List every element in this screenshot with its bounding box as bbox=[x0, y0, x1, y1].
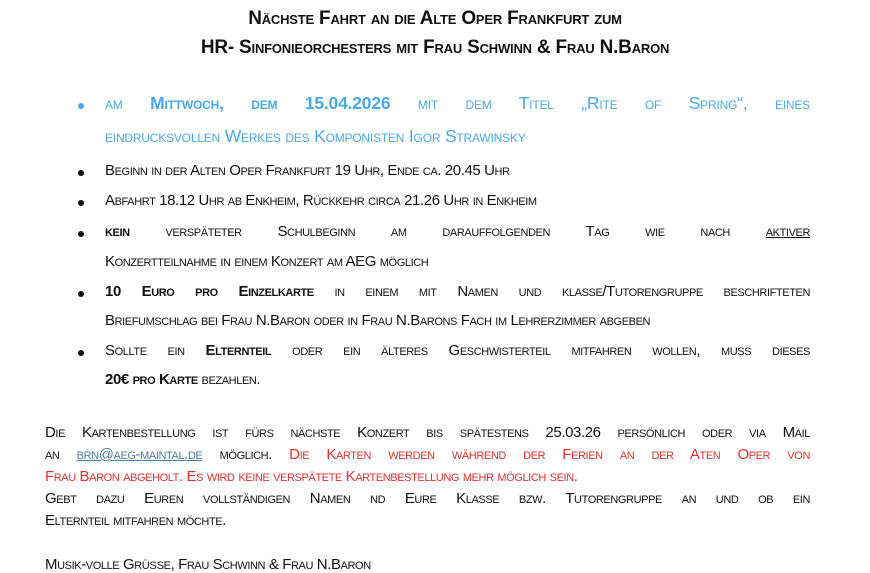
text-segment: möglich. bbox=[202, 446, 290, 463]
warning-text: Die Karten werden während der Ferien an der Aten Oper von bbox=[289, 446, 811, 463]
text-segment: Beginn in der Alten Oper Frankfurt 19 Uhr, Ende ca. 20.45 Uhr bbox=[105, 162, 510, 179]
text-segment: Gebt dazu Euren vollständigen Namen nd Eure Klasse bzw. Tutorengruppe an und ob ein bbox=[45, 490, 810, 507]
text-segment: 20€ pro Karte bbox=[105, 371, 198, 388]
bullet-4-line bbox=[105, 223, 810, 240]
text-segment: am bbox=[105, 93, 151, 113]
text-segment: Elternteil mitfahren möchte. bbox=[45, 512, 227, 529]
text-segment: Konzertteilnahme in einem Konzert am AEG möglich bbox=[105, 253, 429, 270]
text-segment: mit dem Titel „Rite of Spring“, eines bbox=[390, 93, 810, 113]
bullet-3-line bbox=[105, 192, 537, 209]
text-segment: 10 Euro pro Einzelkarte bbox=[105, 283, 314, 300]
bullet-icon bbox=[78, 350, 84, 356]
text-segment: an bbox=[45, 446, 77, 463]
bullet-1-line bbox=[105, 93, 810, 114]
text-segment: Mittwoch, dem 15.04.2026 bbox=[150, 93, 391, 113]
email-link[interactable]: brn@aeg-maintal.de bbox=[76, 446, 203, 463]
bullet-icon bbox=[78, 170, 84, 176]
document-title-line-1: Nächste Fahrt an die Alte Oper Frankfurt zum bbox=[248, 8, 622, 29]
bullet-2-line bbox=[105, 162, 510, 179]
text-segment: eindrucksvollen Werkes des Komponisten Igor Strawinsky bbox=[105, 126, 526, 146]
text-segment: Briefumschlag bei Frau N.Baron oder in Frau N.Barons Fach im Lehrerzimmer abgeben bbox=[105, 312, 651, 329]
text-segment: verspäteter Schulbeginn am darauffolgenden Tag wie nach bbox=[129, 223, 766, 240]
closing-line: Musik-volle Grüße, Frau Schwinn & Frau N.Baron bbox=[45, 556, 371, 573]
paragraph-line bbox=[45, 512, 226, 529]
warning-text: Frau Baron abgeholt. Es wird keine verspätete Kartenbestellung mehr möglich sein. bbox=[45, 468, 578, 485]
paragraph-line bbox=[45, 446, 810, 463]
document-title-line-2: HR- Sinfonieorchesters mit Frau Schwinn & Frau N.Baron bbox=[200, 37, 670, 58]
bullet-4-line bbox=[105, 253, 428, 270]
text-segment: bezahlen. bbox=[197, 371, 261, 388]
bullet-icon bbox=[78, 200, 84, 206]
text-segment: Elternteil bbox=[205, 342, 272, 359]
paragraph-line bbox=[45, 424, 810, 441]
text-segment: in einem mit Namen und klasse/Tutorengruppe beschrifteten bbox=[313, 283, 810, 300]
bullet-6-line bbox=[105, 371, 260, 388]
text-segment: aktiver bbox=[765, 223, 810, 240]
text-segment: oder ein älteres Geschwisterteil mitfahren wollen, muss dieses bbox=[271, 342, 810, 359]
text-segment: kein bbox=[105, 223, 130, 240]
bullet-icon bbox=[78, 103, 84, 109]
paragraph-line bbox=[45, 468, 578, 485]
bullet-icon bbox=[78, 291, 84, 297]
bullet-6-line bbox=[105, 342, 810, 359]
text-segment: Abfahrt 18.12 Uhr ab Enkheim, Rückkehr circa 21.26 Uhr in Enkheim bbox=[105, 192, 537, 209]
bullet-1-line bbox=[105, 126, 526, 147]
text-segment: Die Kartenbestellung ist fürs nächste Konzert bis spätestens 25.03.26 persönlich oder via Mail bbox=[45, 424, 810, 441]
paragraph-line bbox=[45, 490, 810, 507]
bullet-icon bbox=[78, 231, 84, 237]
bullet-5-line bbox=[105, 312, 650, 329]
text-segment: Sollte ein bbox=[105, 342, 206, 359]
bullet-5-line bbox=[105, 283, 810, 300]
